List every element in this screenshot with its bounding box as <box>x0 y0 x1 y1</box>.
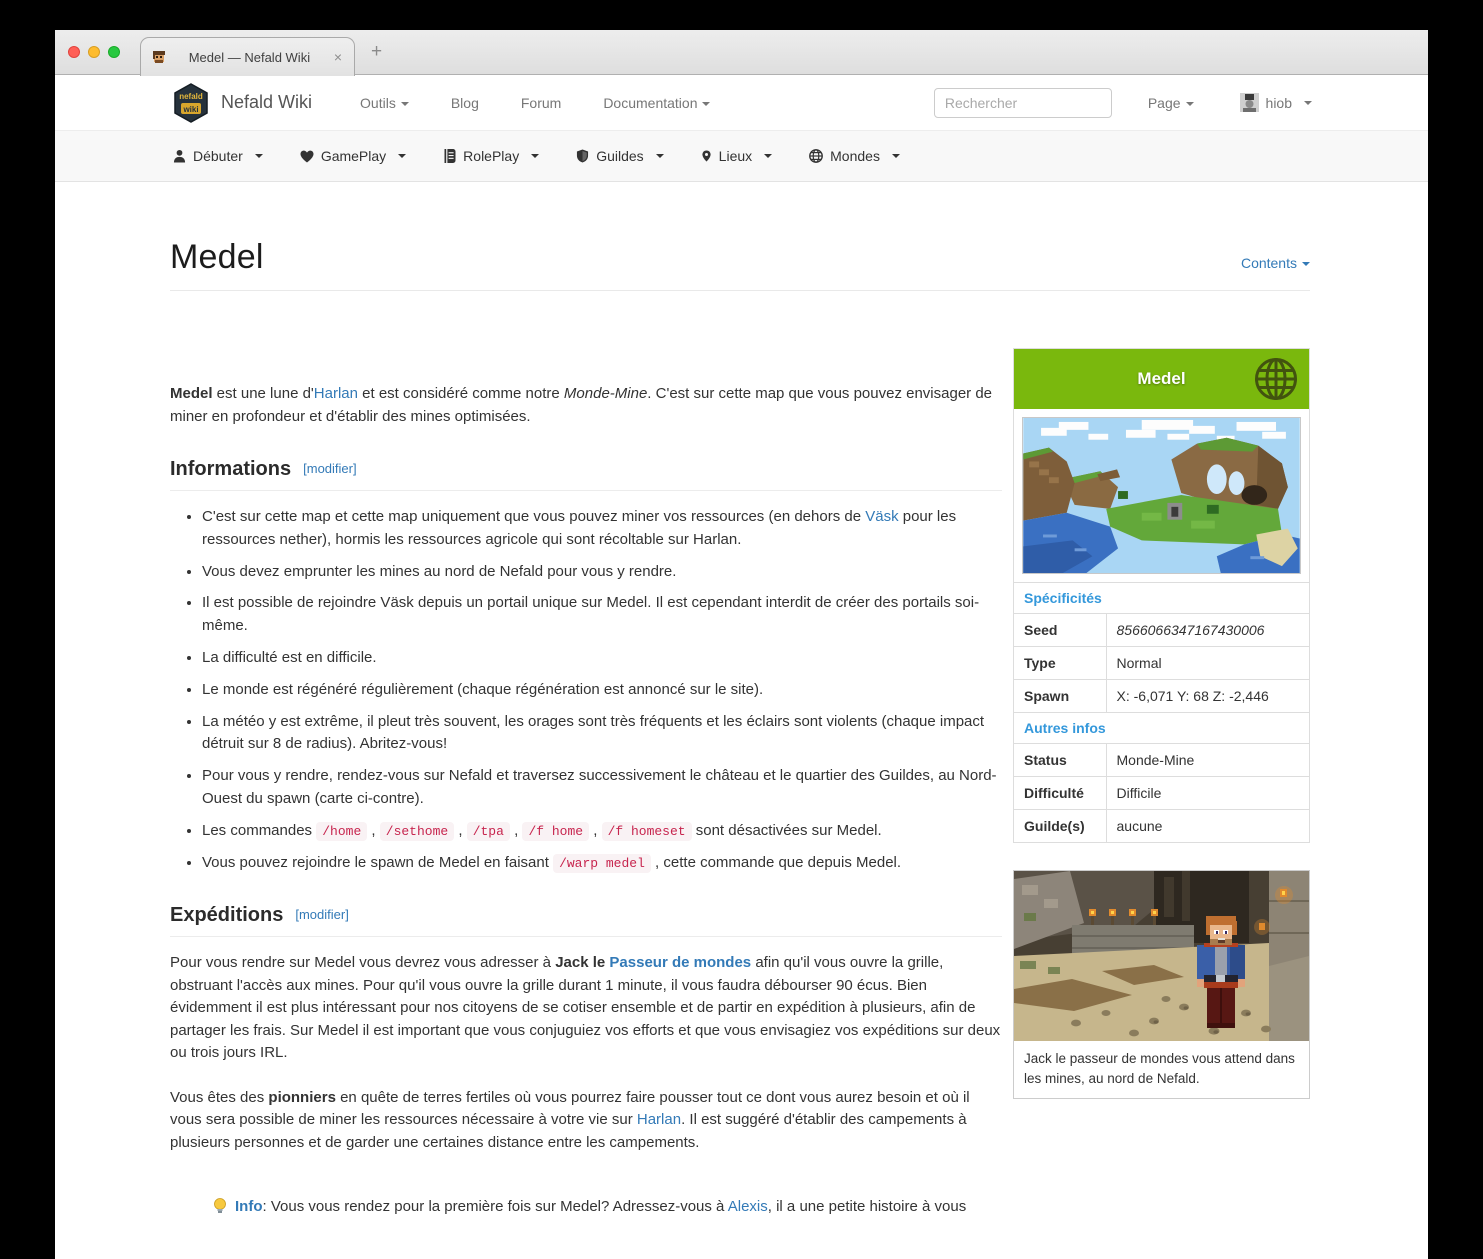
site-logo[interactable] <box>173 83 209 123</box>
table-section-header: Spécificités <box>1014 583 1309 614</box>
chevron-down-icon <box>531 154 539 158</box>
list-item: • La difficulté est en difficile. <box>202 647 1002 670</box>
chevron-down-icon <box>1302 262 1310 266</box>
search-input[interactable] <box>934 88 1112 118</box>
navbar-item-lieux[interactable]: Lieux <box>701 148 772 164</box>
page-content <box>55 238 1428 1259</box>
infobox-table <box>1014 582 1309 842</box>
tab-title: Medel — Nefald Wiki <box>188 49 311 65</box>
expeditions-paragraph-2: Vous êtes des pionniers en quête de terres fertiles où vous pourrez faire pousser tout ce dont vous aurez besoin et où il vous sera possible de miner les ressources nécessaire à votre vie sur Harlan. Il est suggéré d'établir des campements à plusieurs personnes et de garder une certaines distance entre les campements. <box>170 1088 970 1151</box>
navbar-item-gameplay[interactable]: GamePlay <box>300 148 406 164</box>
command-code: /tpa <box>467 822 510 841</box>
modifier-link[interactable]: [modifier] <box>303 461 357 476</box>
section-divider <box>170 936 1002 937</box>
tab-close-icon[interactable]: × <box>333 49 342 65</box>
contents-dropdown[interactable]: Contents <box>1241 255 1310 271</box>
medel-landscape-image <box>1022 417 1301 574</box>
info-note: Info: Vous vous rendez pour la première fois sur Medel? Adressez-vous à Alexis, il a une petite histoire à vous <box>170 1196 1002 1219</box>
infobox-title: Medel <box>1137 369 1186 388</box>
vask-link[interactable]: Väsk <box>865 508 899 525</box>
command-code: /f home <box>522 822 589 841</box>
command-code: /warp medel <box>553 854 651 873</box>
expeditions-paragraph-1: Pour vous rendre sur Medel vous devrez vous adresser à Jack le Passeur de mondes afin qu'il vous ouvre la grille, obstruant l'accès aux mines. Pour qu'il vous ouvre la grille durant 1 minute, il vous faudra débourser 90 écus. Bien évidemment il est plus intéressant pour nos citoyens de se cotiser ensemble et de partir en expédition à plusieurs, afin de partager les frais. Sur Medel il est important que vous conjuguiez vos efforts et que vous envisagiez vos expéditions sur deux ou trois jours IRL. <box>170 954 1001 1062</box>
list-item: • La météo y est extrême, il pleut très souvent, les orages sont très fréquents et les éclairs sont violents (chaque impact détruit sur 8 de radius). Abritez-vous! <box>202 711 1002 757</box>
nav-item-blog[interactable]: Blog <box>450 94 479 111</box>
chevron-down-icon <box>702 102 710 106</box>
list-item: • Les commandes /home , /sethome , /tpa , /f home , /f homeset sont désactivées sur Medel. <box>202 820 1002 843</box>
globe-icon <box>809 149 823 163</box>
favicon-icon <box>151 49 167 65</box>
brand-title[interactable]: Nefald Wiki <box>221 92 313 112</box>
command-code: /home <box>316 822 367 841</box>
list-item: • Vous pouvez rejoindre le spawn de Medel en faisant /warp medel , cette commande que depuis Medel. <box>202 852 1002 875</box>
chevron-down-icon <box>398 154 406 158</box>
minimize-window-button[interactable] <box>88 46 100 58</box>
map-marker-icon <box>701 149 712 163</box>
harlan-link[interactable]: Harlan <box>313 385 358 402</box>
username: hiob <box>1265 94 1292 111</box>
zoom-window-button[interactable] <box>108 46 120 58</box>
command-code: /sethome <box>380 822 454 841</box>
command-code: /f homeset <box>602 822 692 841</box>
page-head <box>170 238 1310 277</box>
chevron-down-icon <box>255 154 263 158</box>
avatar <box>1240 93 1259 112</box>
chevron-down-icon <box>1304 101 1312 105</box>
site-header <box>55 75 1428 130</box>
globe-icon <box>1253 356 1299 402</box>
section-divider <box>170 490 1002 491</box>
infobox <box>1013 348 1310 843</box>
chevron-down-icon <box>764 154 772 158</box>
informations-list <box>170 506 1002 874</box>
jack-passeur-image <box>1014 871 1309 1041</box>
browser-tab[interactable] <box>140 37 355 76</box>
chevron-down-icon <box>656 154 664 158</box>
user-menu[interactable] <box>1240 93 1312 112</box>
svg-text:wiki: wiki <box>183 104 199 114</box>
book-icon <box>443 149 456 163</box>
chevron-down-icon <box>401 102 409 106</box>
modifier-link[interactable]: [modifier] <box>295 907 349 923</box>
table-row: Difficulté Difficile <box>1014 777 1309 810</box>
table-row: Status Monde-Mine <box>1014 744 1309 777</box>
table-row: Type Normal <box>1014 647 1309 680</box>
list-item: • Il est possible de rejoindre Väsk depuis un portail unique sur Medel. Il est cependant interdit de créer des portails soi-même. <box>202 592 1002 638</box>
header-right <box>934 88 1312 118</box>
table-row: Spawn X: -6,071 Y: 68 Z: -2,446 <box>1014 680 1309 713</box>
new-tab-button[interactable]: + <box>371 41 383 62</box>
sidebar <box>1013 348 1310 1099</box>
list-item: • Pour vous y rendre, rendez-vous sur Nefald et traversez successivement le château et le quartier des Guildes, au Nord-Ouest du spawn (carte ci-contre). <box>202 765 1002 811</box>
table-row: Guilde(s) aucune <box>1014 810 1309 843</box>
svg-text:nefald: nefald <box>179 91 203 101</box>
close-window-button[interactable] <box>68 46 80 58</box>
user-icon <box>173 149 186 163</box>
browser-window <box>55 30 1428 1216</box>
browser-titlebar <box>55 30 1428 75</box>
page-menu[interactable]: Page <box>1148 95 1194 111</box>
section-expeditions: Expéditions [modifier] <box>170 904 349 927</box>
article <box>170 291 1013 1219</box>
chevron-down-icon <box>1186 102 1194 106</box>
heart-icon <box>300 150 314 163</box>
table-section-header: Autres infos <box>1014 713 1309 744</box>
lightbulb-icon <box>213 1198 227 1216</box>
infobox-header <box>1014 349 1309 409</box>
page-title: Medel <box>170 238 264 276</box>
alexis-link[interactable]: Alexis <box>727 1198 768 1216</box>
list-item: • C'est sur cette map et cette map uniquement que vous pouvez miner vos ressources (en dehors de Väsk pour les ressources nether), hormis les ressources agricole qui sont récoltable sur Harlan. <box>202 506 1002 552</box>
nav-item-forum[interactable]: Forum <box>520 94 562 111</box>
photo-caption: Jack le passeur de mondes vous attend dans les mines, au nord de Nefald. <box>1024 1051 1295 1086</box>
traffic-lights <box>68 46 120 58</box>
list-item: • Le monde est régénéré régulièrement (chaque régénération est annoncé sur le site). <box>202 679 1002 702</box>
table-row: Seed 8566066347167430006 <box>1014 614 1309 647</box>
harlan-link[interactable]: Harlan <box>636 1111 682 1129</box>
navbar-item-roleplay[interactable]: RolePlay <box>443 148 539 164</box>
intro-paragraph: Medel est une lune d'Harlan et est considéré comme notre Monde-Mine. C'est sur cette map que vous pouvez envisager de miner en profondeur et d'établir des mines optimisées. <box>170 385 993 425</box>
navbar-item-debuter[interactable]: Débuter <box>173 148 263 164</box>
passeur-de-mondes-link[interactable]: Passeur de mondes <box>609 954 752 972</box>
main-nav <box>360 95 710 111</box>
wiki-navbar <box>55 130 1428 182</box>
photo-card <box>1013 870 1310 1099</box>
chevron-down-icon <box>892 154 900 158</box>
list-item: • Vous devez emprunter les mines au nord de Nefald pour vous y rendre. <box>202 561 1002 584</box>
navbar-item-mondes[interactable]: Mondes <box>809 148 900 164</box>
shield-icon <box>576 149 589 163</box>
navbar-item-guildes[interactable]: Guildes <box>576 148 663 164</box>
nav-item-outils[interactable]: Outils <box>360 95 409 111</box>
section-informations: Informations [modifier] <box>170 458 357 480</box>
nav-item-documentation[interactable]: Documentation <box>603 95 710 111</box>
